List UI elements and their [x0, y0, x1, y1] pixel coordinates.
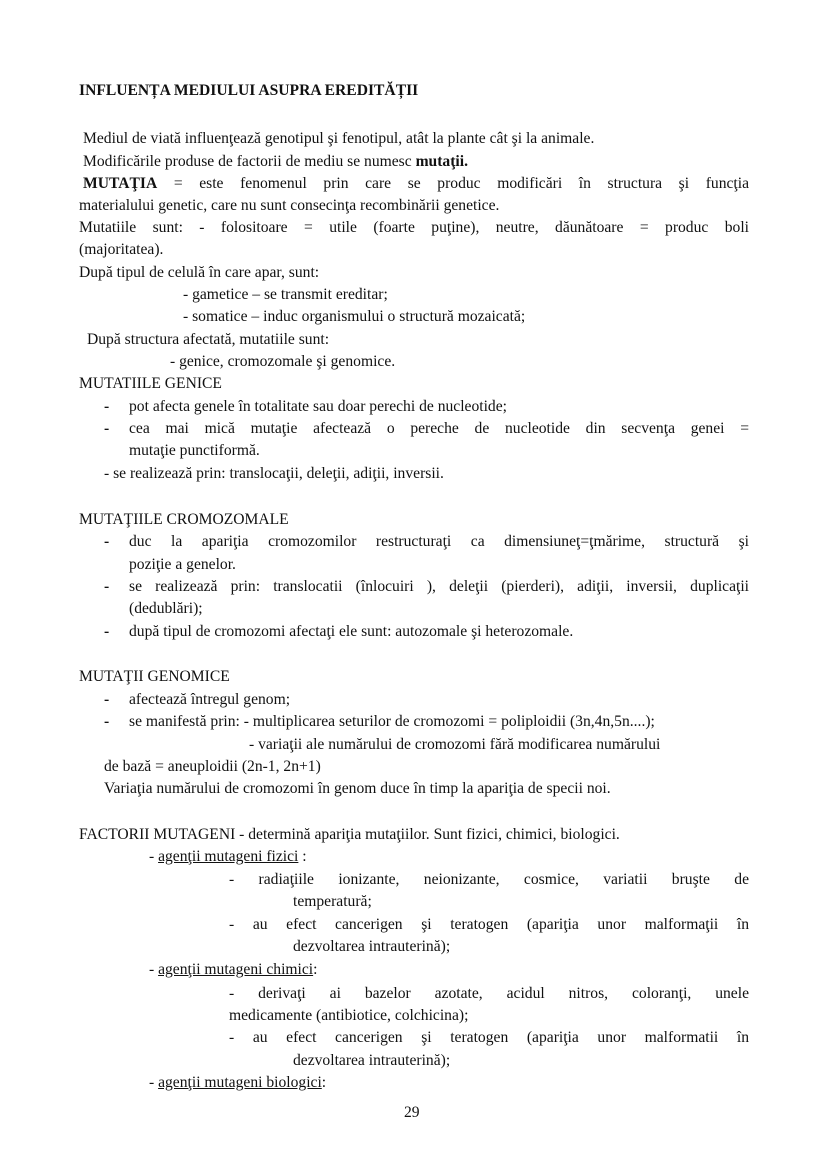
list-item: - radiaţiile ionizante, neionizante, cosmice, variatii bruşte de: [229, 871, 749, 888]
text: :: [313, 961, 318, 978]
bullet-dash: -: [104, 623, 110, 640]
bullet-dash: -: [104, 420, 110, 437]
list-item-continuation: de bază = aneuploidii (2n-1, 2n+1): [104, 758, 321, 775]
section-heading: MUTAŢIILE CROMOZOMALE: [79, 511, 289, 528]
list-item: - gametice – se transmit ereditar;: [183, 286, 388, 303]
section-heading: MUTATIILE GENICE: [79, 375, 222, 392]
list-item: - somatice – induc organismului o structură mozaicată;: [183, 308, 526, 325]
subsection-heading: [149, 846, 307, 868]
list-item: după tipul de cromozomi afectaţi ele sunt: autozomale şi heterozomale.: [129, 623, 574, 640]
bullet-dash: -: [104, 578, 110, 595]
bullet-dash: -: [104, 533, 110, 550]
paragraph-line: Variaţia numărului de cromozomi în genom duce în timp la apariţia de specii noi.: [104, 780, 611, 797]
section-heading: MUTAŢII GENOMICE: [79, 668, 230, 685]
paragraph-line: materialului genetic, care nu sunt consecinţa recombinării genetice.: [79, 197, 500, 214]
underlined-label: agenţii mutageni biologici: [158, 1074, 322, 1091]
paragraph-line: Mutatiile sunt: - folositoare = utile (foarte puţine), neutre, dăunătoare = produc boli: [79, 219, 749, 236]
subsection-heading: [149, 1072, 326, 1094]
bullet-dash: -: [104, 691, 110, 708]
list-item: duc la apariţia cromozomilor restructuraţi ca dimensiuneţ=ţmărime, structură şi: [129, 533, 749, 550]
list-item: afectează întregul genom;: [129, 691, 291, 708]
page-title: INFLUENȚA MEDIULUI ASUPRA EREDITĂȚII: [79, 82, 419, 99]
list-item-continuation: poziţie a genelor.: [129, 556, 236, 573]
bold-term: MUTAŢIA: [83, 175, 158, 192]
text: :: [298, 848, 307, 865]
subsection-heading: [149, 959, 317, 981]
list-item: pot afecta genele în totalitate sau doar perechi de nucleotide;: [129, 398, 507, 415]
list-item: - au efect cancerigen şi teratogen (apariţia unor malformaţii în: [229, 916, 749, 933]
list-item: - se realizează prin: translocaţii, deleţii, adiţii, inversii.: [104, 465, 444, 482]
paragraph-line: După tipul de celulă în care apar, sunt:: [79, 264, 320, 281]
underlined-label: agenţii mutageni chimici: [158, 961, 314, 978]
list-item: se realizează prin: translocatii (înlocuiri ), deleţii (pierderi), adiţii, inversii, duplicaţii: [129, 578, 749, 595]
bullet-dash: -: [104, 713, 110, 730]
list-item: - au efect cancerigen şi teratogen (apariţia unor malformatii în: [229, 1029, 749, 1046]
list-item-continuation: (dedublări);: [129, 600, 203, 617]
paragraph-line: După structura afectată, mutatiile sunt:: [87, 331, 330, 348]
bold-term: mutaţii.: [415, 153, 468, 170]
section-heading: FACTORII MUTAGENI - determină apariţia mutaţiilor. Sunt fizici, chimici, biologici.: [79, 826, 620, 843]
paragraph-line: [83, 151, 468, 173]
paragraph-line: Mediul de viată influenţează genotipul şi fenotipul, atât la plante cât şi la animale.: [83, 130, 595, 147]
list-item-continuation: dezvoltarea intrauterină);: [293, 938, 451, 955]
text: -: [149, 961, 159, 978]
list-item: cea mai mică mutaţie afectează o pereche de nucleotide din secvenţa genei =: [129, 420, 749, 437]
list-item-continuation: dezvoltarea intrauterină);: [293, 1052, 451, 1069]
text: :: [321, 1074, 327, 1091]
text: -: [149, 1074, 159, 1091]
underlined-label: agenţii mutageni fizici: [158, 848, 299, 865]
paragraph-line: (majoritatea).: [79, 241, 164, 258]
bullet-dash: -: [104, 398, 110, 415]
paragraph-line: [83, 173, 749, 195]
page-number: 29: [404, 1104, 420, 1121]
list-item-continuation: medicamente (antibiotice, colchicina);: [229, 1007, 469, 1024]
list-item: - derivaţi ai bazelor azotate, acidul nitros, coloranţi, unele: [229, 985, 749, 1002]
list-item-continuation: temperatură;: [293, 893, 372, 910]
text: -: [149, 848, 159, 865]
list-item: se manifestă prin: - multiplicarea seturilor de cromozomi = poliploidii (3n,4n,5n....);: [129, 713, 655, 730]
list-item-continuation: mutaţie punctiformă.: [129, 442, 260, 459]
list-item: - genice, cromozomale şi genomice.: [170, 353, 396, 370]
text: Modificările produse de factorii de mediu se numesc: [83, 153, 416, 170]
list-item-continuation: - variaţii ale numărului de cromozomi fără modificarea numărului: [249, 736, 661, 753]
text: = este fenomenul prin care se produc modificări în structura şi funcţia: [157, 175, 749, 192]
